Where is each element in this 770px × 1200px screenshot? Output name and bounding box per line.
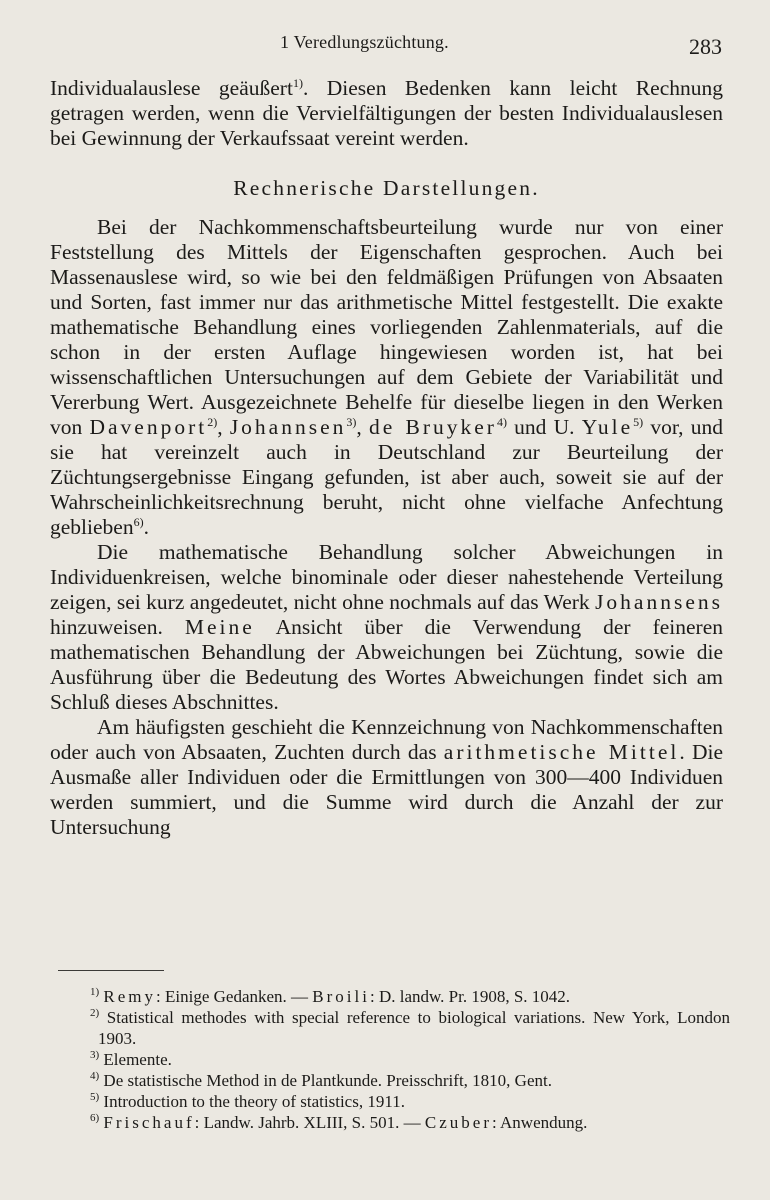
text-run: . Die Ausmaße aller Individuen oder die Ermittlungen von 300—400 Individuen werden summiert, und die Summe wird durch die Anzahl der zur Untersuchung [50,740,724,839]
footnote-ref: 1) [292,76,303,90]
paragraph [50,540,723,715]
footnote-mark: 3) [90,1049,100,1061]
author-name: Johannsen [229,415,347,439]
text-run: hinzuweisen. [50,615,185,639]
footnote-4 [58,1070,730,1091]
text-run: Elemente. [103,1050,172,1069]
text-run: vor, und sie hat vereinzelt auch in Deutschland zur Beurteilung der Züchtungsergebnisse Eingang gefunden, ist aber auch, soweit sie auf der Wahrscheinlichkeitsrechnung beruht, nicht ohne vielfache Anfechtung geblieben [50,415,724,539]
author-name: Frischauf [103,1113,195,1132]
emphasis: Meine [184,615,255,639]
author-name: Remy [103,987,157,1006]
footnote-mark: 1) [90,986,100,998]
main-text [50,76,723,840]
footnote-mark: 6) [90,1112,100,1124]
text-run: . Diesen Bedenken kann leicht Rechnung getragen werden, wenn die Vervielfältigungen der besten Individualauslesen bei Gewinnung der Verkaufssaat vereint werden. [50,76,723,150]
text-run: Die mathematische Behandlung solcher Abweichungen in Individuenkreisen, welche binominale oder dieser nahestehende Verteilung zeigen, sei kurz angedeutet, nicht ohne nochmals auf das Werk [50,540,723,614]
text-run: Introduction to the theory of statistics, 1911. [103,1092,405,1111]
paragraph [50,215,723,540]
text-run: Bei der Nachkommenschaftsbeurteilung wurde nur von einer Feststellung des Mittels der Eigenschaften gesprochen. Auch bei Massenauslese wird, so wie bei den feldmäßigen Prüfungen von Absaaten und Sorten, fast immer nur das arithmetische Mittel festgestellt. Die exakte mathematische Behandlung eines vorliegenden Zahlenmaterials, auf die schon in der ersten Auflage hingewiesen worden ist, hat bei wissenschaftlichen Untersuchungen auf dem Gebiete der Variabilität und Vererbung Wert. Ausgezeichnete Behelfe für dieselbe liegen in den Werken von [50,215,723,439]
footnotes [58,986,730,1133]
text-run: Ansicht über die Verwendung der feineren mathematischen Behandlung der Abweichungen bei Züchtung, sowie die Ausführung über die Bedeutung des Wortes Abweichungen findet sich am Schluß dieses Abschnittes. [50,615,723,714]
footnote-mark: 4) [90,1070,100,1082]
text-run: : Anwendung. [491,1113,588,1132]
text-run: : Landw. Jahrb. XLIII, S. 501. — [194,1113,425,1132]
footnote-3 [58,1049,730,1070]
author-name: Johannsens [595,590,723,614]
paragraph [50,715,723,840]
text-run: De statistische Method in de Plantkunde. Preisschrift, 1810, Gent. [103,1071,552,1090]
footnote-mark: 5) [90,1091,100,1103]
footnote-ref: 3) [346,415,357,429]
text-run: . [143,515,149,539]
footnote-divider [58,970,164,971]
text-run: : Einige Gedanken. — [156,987,313,1006]
author-name: Broili [312,987,370,1006]
author-name: Davenport [89,415,208,439]
footnote-ref: 5) [633,415,644,429]
text-run: Statistical methodes with special reference to biological variations. New York, London 1903. [98,1008,730,1048]
text-run: und U. [506,415,582,439]
text-run: Am häufigsten geschieht die Kennzeichnung von Nachkommenschaften oder auch von Absaaten, Zuchten durch das [50,715,723,764]
section-heading: Rechnerische Darstellungen. [233,176,540,200]
footnote-6 [58,1112,730,1133]
paragraph-continuation [50,76,723,151]
footnote-2 [58,1007,730,1049]
footnote-1 [58,986,730,1007]
text-run: Individualauslese geäußert [50,76,293,100]
page-number: 283 [689,34,722,59]
text-run: , [356,415,369,439]
footnote-ref: 4) [496,415,507,429]
author-name: Czuber [424,1113,492,1132]
author-name: de Bruyker [368,415,497,439]
text-run: , [217,415,230,439]
footnote-ref: 6) [133,515,144,529]
running-title: 1 Veredlungszüchtung. [280,32,449,52]
footnote-ref: 2) [207,415,218,429]
author-name: Yule [581,415,634,439]
page-header [0,30,770,60]
footnote-5 [58,1091,730,1112]
footnote-mark: 2) [90,1007,100,1019]
text-run: : D. landw. Pr. 1908, S. 1042. [369,987,571,1006]
emphasis: arithmetische Mittel [443,740,680,764]
